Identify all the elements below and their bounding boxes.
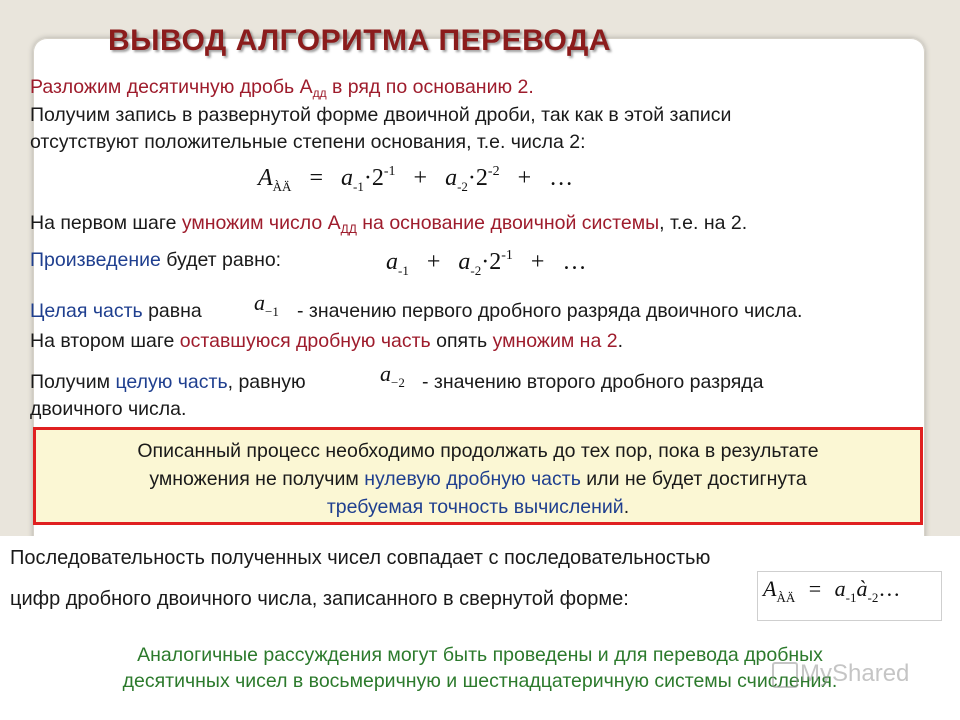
second-step-fraction: оставшуюся дробную часть: [179, 330, 431, 352]
second-integer-a: Получим: [30, 371, 116, 393]
formula1-term1-dot: ·: [363, 165, 372, 191]
sequence-line2: цифр дробного двоичного числа, записанного в свернутой форме:: [10, 588, 629, 610]
formula2-term1: a: [386, 249, 398, 275]
second-step-a: На втором шаге: [30, 330, 180, 352]
symbol-a-minus1: [254, 290, 279, 320]
first-step-base: на основание двоичной системы: [356, 212, 660, 234]
watermark: MyShared: [800, 660, 910, 687]
formula3-rhs2-sub: -2: [867, 590, 879, 605]
integer-part-label: Целая часть: [30, 300, 143, 322]
symbol-a-minus1-letter: a: [254, 290, 265, 315]
second-step-line: [30, 328, 623, 354]
formula2-plus2: +: [530, 249, 545, 275]
formula1-eq: =: [309, 165, 323, 191]
formula3-lhs-sub: ÀÄ: [776, 590, 796, 605]
formula2-term2-sub: -2: [470, 263, 482, 278]
symbol-a-minus2-sub: −2: [391, 375, 405, 390]
formula1-term2: a: [445, 165, 458, 191]
first-step-a: На первом шаге: [30, 212, 182, 234]
formula1-term1-base: 2: [371, 165, 384, 191]
formula1-term1-exp: -1: [383, 164, 396, 179]
formula3-rhs: a: [834, 576, 846, 601]
formula2-term2-dot: ·: [481, 249, 490, 275]
second-step-end: .: [617, 330, 623, 352]
formula1-lhs: A: [258, 165, 273, 191]
second-integer-equal: , равную: [227, 371, 306, 393]
formula2-term1-sub: -1: [398, 263, 409, 278]
integer-part-equals: равна: [142, 300, 202, 322]
paragraph-expanded-form-1: Получим запись в развернутой форме двоичной дроби, так как в этой записи: [30, 104, 732, 126]
integer-part-line: [30, 298, 202, 324]
first-step-subscript: ДД: [340, 222, 357, 236]
formula2-term2: a: [458, 249, 471, 275]
product-label: Произведение: [30, 249, 161, 271]
note-zero-fraction: нулевую дробную часть: [364, 468, 581, 490]
product-line: [30, 247, 281, 273]
integer-part-meaning: - значению первого дробного разряда двоичного числа.: [297, 300, 803, 322]
formula1-ellipsis: …: [549, 165, 574, 191]
formula-collapsed: [763, 576, 900, 606]
formula3-rhs-sub: -1: [845, 590, 857, 605]
product-text: будет равно:: [160, 249, 282, 271]
first-step-multiply: умножим число А: [181, 212, 341, 234]
formula1-term2-sub: -2: [457, 179, 468, 194]
intro-text-a: Разложим десятичную дробь А: [30, 76, 313, 98]
intro-subscript: дд: [312, 86, 327, 100]
second-integer-line: [30, 369, 306, 395]
slide-title: ВЫВОД АЛГОРИТМА ПЕРЕВОДА: [108, 24, 612, 57]
formula1-plus1: +: [413, 165, 428, 191]
note-precision: требуемая точность вычислений: [326, 496, 624, 518]
formula1-term2-exp: -2: [487, 164, 500, 179]
formula3-ellipsis: …: [878, 576, 901, 601]
second-step-again: опять: [430, 330, 493, 352]
note-box: [33, 427, 923, 525]
second-step-multiply: умножим на 2: [492, 330, 618, 352]
formula3-eq: =: [808, 576, 822, 601]
second-integer-label: целую часть: [115, 371, 228, 393]
formula2-plus1: +: [426, 249, 441, 275]
formula-expanded: [258, 164, 573, 195]
note-line1: Описанный процесс необходимо продолжать до тех пор, пока в результате: [137, 440, 819, 462]
note-line2-c: или не будет достигнута: [580, 468, 807, 490]
note-line2: [36, 465, 920, 493]
sequence-line1: Последовательность полученных чисел совпадает с последовательностью: [10, 547, 711, 569]
first-step-line: [30, 210, 747, 242]
watermark-icon: [772, 662, 798, 688]
note-line2-a: умножения не получим: [149, 468, 365, 490]
formula-product: [386, 248, 586, 279]
formula2-term2-base: 2: [489, 249, 502, 275]
formula1-plus2: +: [517, 165, 532, 191]
conclusion-line2: десятичных чисел в восьмеричную и шестнадцатеричную системы счисления.: [122, 670, 838, 692]
second-integer-meaning: - значению второго дробного разряда: [422, 371, 764, 393]
symbol-a-minus1-sub: −1: [265, 304, 279, 319]
note-line3-end: .: [623, 496, 630, 518]
first-step-end: , т.е. на 2.: [659, 212, 748, 234]
symbol-a-minus2: [380, 361, 405, 391]
second-integer-line2: двоичного числа.: [30, 398, 187, 420]
formula1-term1: a: [341, 165, 353, 191]
formula2-ellipsis: …: [562, 249, 587, 275]
formula1-lhs-sub: ÀÄ: [272, 179, 292, 194]
formula1-term2-dot: ·: [467, 165, 476, 191]
formula2-term2-exp: -1: [501, 248, 513, 263]
conclusion-line1: Аналогичные рассуждения могут быть проведены и для перевода дробных: [137, 644, 823, 666]
note-line3: [36, 493, 920, 521]
formula3-rhs2: à: [856, 576, 868, 601]
formula3-lhs: A: [763, 576, 777, 601]
formula1-term1-sub: -1: [353, 179, 364, 194]
formula1-term2-base: 2: [475, 165, 488, 191]
intro-text-b: в ряд по основанию 2.: [326, 76, 534, 98]
paragraph-expanded-form-2: отсутствуют положительные степени основания, т.е. числа 2:: [30, 131, 586, 153]
symbol-a-minus2-letter: a: [380, 361, 391, 386]
